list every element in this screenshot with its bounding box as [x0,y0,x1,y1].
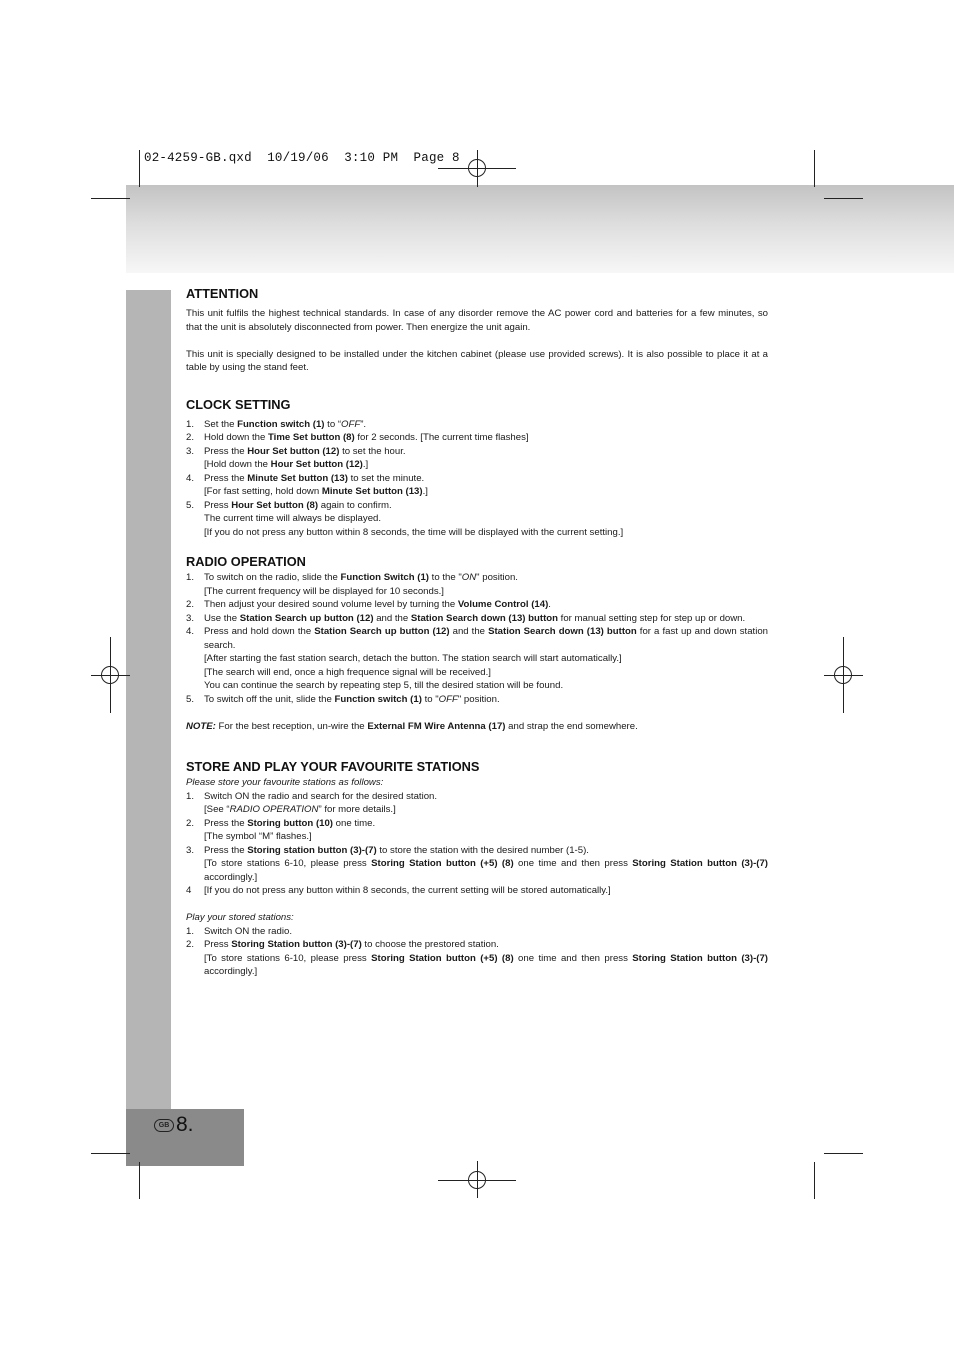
note: NOTE: For the best reception, un-wire the External FM Wire Antenna (17) and strap the end somewhere. [186,720,638,732]
crop-mark [814,150,815,187]
list-item: 2. Press Storing Station button (3)-(7) to choose the prestored station. [To store stations 6-10, please press Storing Station button (+5) (8) one time and then press Storing Station button (3)-(7) accordingly.] [186,939,768,977]
crop-mark [824,1153,863,1154]
step-number: 4. [186,626,195,637]
step-number: 1. [186,572,195,583]
section-clock-setting [186,397,768,540]
list-item: 2. Hold down the Time Set button (8) for 2 seconds. [The current time flashes] [186,432,529,443]
step-number: 3. [186,844,195,856]
section-title: CLOCK SETTING [186,396,291,412]
list-item: 1. Switch ON the radio. [186,925,292,937]
step-number: 2. [186,599,195,610]
section-title: STORE AND PLAY YOUR FAVOURITE STATIONS [186,759,480,774]
list-item: 3. Press the Hour Set button (12) to set the hour. [Hold down the Hour Set button (12).] [186,445,406,470]
crop-mark [91,198,130,199]
step-number: 1. [186,790,195,802]
step-number: 5. [186,499,195,511]
crop-mark [91,1153,130,1154]
step-number: 3. [186,612,195,624]
section-store-and-play [186,759,768,979]
section-title: ATTENTION [186,286,259,301]
file-slug: 02-4259-GB.qxd 10/19/06 3:10 PM Page 8 [144,151,460,165]
list-item: 2. Then adjust your desired sound volume level by turning the Volume Control (14). [186,599,551,610]
step-number: 3. [186,445,195,457]
registration-circle [101,666,119,684]
paragraph: This unit is specially designed to be installed under the kitchen cabinet (please use provided screws). It is also possible to place it at a table by using the stand feet. [186,348,768,373]
step-number: 2. [186,939,195,950]
list-item: 4. Press and hold down the Station Search up button (12) and the Station Search down (13) button for a fast up and down station search. [After starting the fast station search, detach the button. The station search will start automatically.] [The search will end, once a high frequence signal will be received.] You can continue the search by repeating step 5, till the desired station will be found. [186,626,768,691]
list-item: 1. Set the Function switch (1) to “OFF”. [186,418,367,430]
crop-mark [824,198,863,199]
step-number: 2. [186,817,195,829]
list-item: 2. Press the Storing button (10) one time. [The symbol “M” flashes.] [186,817,376,842]
list-item: 3. Use the Station Search up button (12) and the Station Search down (13) button for manual setting step for step up or down. [186,612,746,624]
section-title: RADIO OPERATION [186,554,306,569]
list-item: 5. To switch off the unit, slide the Function switch (1) to "OFF" position. [186,693,500,705]
crop-mark [814,1162,815,1199]
list-item: 5. Press Hour Set button (8) again to confirm. The current time will always be displayed. [If you do not press any button within 8 seconds, the time will be displayed with the current setting.] [186,499,624,538]
page-number: 8. [176,1113,194,1136]
left-sidebar-bar [126,290,171,1110]
crop-mark [139,1162,140,1199]
note-label: NOTE: [186,720,216,732]
step-number: 4 [186,885,192,896]
section-attention [186,286,768,375]
list-item: 4. Press the Minute Set button (13) to set the minute. [For fast setting, hold down Minute Set button (13).] [186,472,428,497]
manual-content [186,286,768,979]
list-item: 3. Press the Storing station button (3)-(7) to store the station with the desired number (1-5). [To store stations 6-10, please press Storing Station button (+5) (8) one time and then press Storing Station button (3)-(7) accordingly.] [186,844,768,883]
registration-circle [834,666,852,684]
subheading: Please store your favourite stations as follows: [186,777,384,788]
step-number: 5. [186,693,195,705]
step-number: 1. [186,418,195,430]
step-number: 1. [186,925,195,937]
section-radio-operation [186,554,768,733]
registration-circle [468,159,486,177]
subheading: Play your stored stations: [186,912,294,923]
list-item: 1. To switch on the radio, slide the Function Switch (1) to the "ON" position. [The current frequency will be displayed for 10 seconds.] [186,572,518,597]
step-number: 4. [186,472,195,484]
crop-mark [139,150,140,187]
paragraph: This unit fulfils the highest technical standards. In case of any disorder remove the AC power cord and batteries for a few minutes, so that the unit is absolutely disconnected from power. Then energize the unit again. [186,308,768,333]
list-item: 4 [If you do not press any button within 8 seconds, the current setting will be stored automatically.] [186,885,611,896]
list-item: 1. Switch ON the radio and search for the desired station. [See “RADIO OPERATION” for more details.] [186,790,438,815]
registration-circle [468,1171,486,1189]
language-badge: GB [154,1119,174,1132]
step-number: 2. [186,432,195,443]
